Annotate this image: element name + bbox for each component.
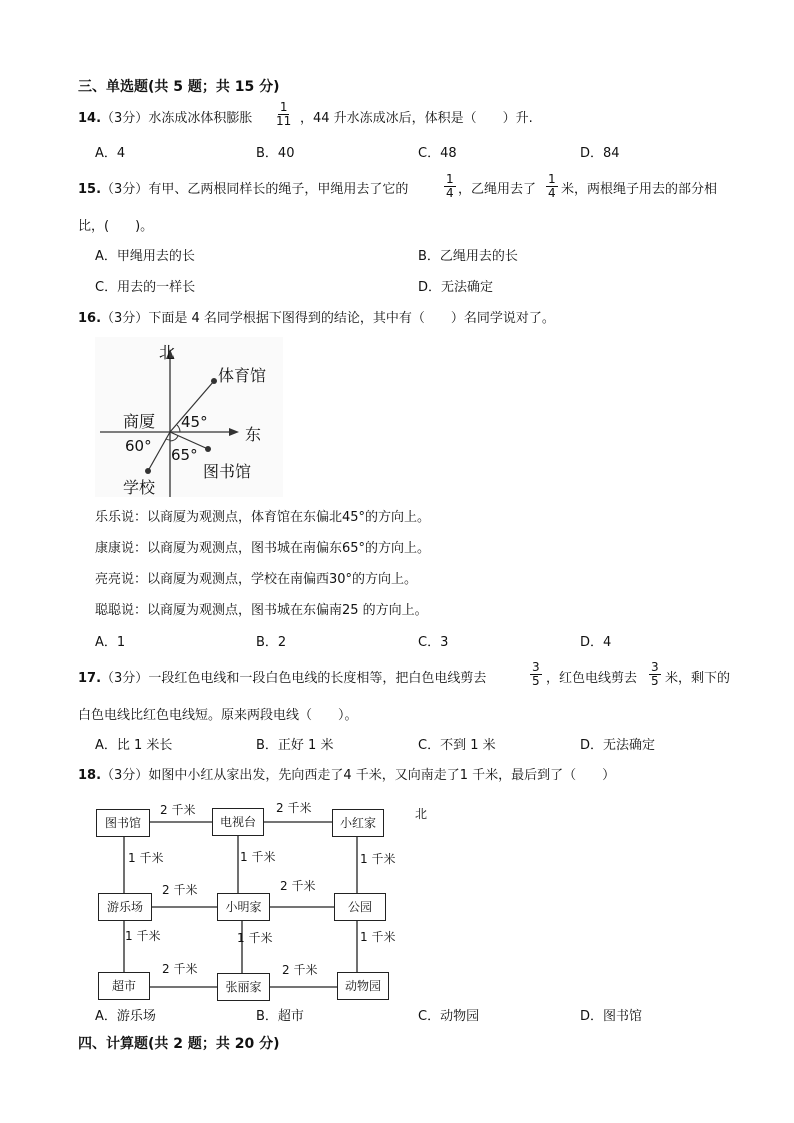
question-text: 水冻成冰体积膨胀 <box>148 111 253 126</box>
question-text: 一段红色电线和一段白色电线的长度相等，把白色电线剪去 <box>148 671 487 686</box>
question-text: 白色电线比红色电线短。原来两段电线（ ）。 <box>78 708 358 723</box>
question-score: （3分） <box>101 111 149 126</box>
fraction: $\frac{3}{5}$ <box>532 660 540 688</box>
distance-label: 2 千米 <box>162 883 198 897</box>
section-title: 四、计算题(共 2 题；共 20 分) <box>78 1036 280 1052</box>
place-box: 小红家 <box>332 809 384 837</box>
direction-diagram <box>95 337 283 497</box>
place-box: 图书馆 <box>96 809 150 837</box>
place-box: 张丽家 <box>217 973 270 1001</box>
option-c[interactable]: C．48 <box>418 146 457 161</box>
option-b[interactable]: B．2 <box>256 635 287 650</box>
fraction: $\frac{1}{4}$ <box>446 172 454 200</box>
school-label: 学校 <box>123 478 156 497</box>
question-text: 比，( )。 <box>78 219 154 234</box>
angle-label: 65° <box>171 446 198 464</box>
question-score: （3分） <box>101 182 149 197</box>
place-box: 公园 <box>334 893 386 921</box>
option-d[interactable]: D．无法确定 <box>580 738 656 753</box>
question-number: 18. <box>78 768 102 783</box>
distance-label: 1 千米 <box>128 851 164 865</box>
distance-label: 2 千米 <box>160 803 196 817</box>
route-map <box>90 797 428 1002</box>
north-label: 北 <box>159 343 176 362</box>
option-b[interactable]: B．正好 1 米 <box>256 738 334 753</box>
fraction: $\frac{3}{5}$ <box>651 660 659 688</box>
center-label: 商厦 <box>123 412 156 431</box>
question-text: 米，剩下的 <box>665 671 731 686</box>
option-d[interactable]: D．4 <box>580 635 612 650</box>
place-box: 超市 <box>98 972 150 1000</box>
distance-label: 1 千米 <box>360 930 396 944</box>
distance-label: 2 千米 <box>162 962 198 976</box>
option-b[interactable]: B．乙绳用去的长 <box>418 249 518 264</box>
section-title: 三、单选题(共 5 题；共 15 分) <box>78 79 280 95</box>
distance-label: 1 千米 <box>237 931 273 945</box>
question-text: 下面是 4 名同学根据下图得到的结论，其中有（ ）名同学说对了。 <box>148 311 555 326</box>
question-text: ，44 升水冻成冰后，体积是（ ）升. <box>300 111 533 126</box>
statement: 乐乐说：以商厦为观测点，体育馆在东偏北45°的方向上。 <box>95 510 431 525</box>
distance-label: 1 千米 <box>125 929 161 943</box>
option-b[interactable]: B．40 <box>256 146 295 161</box>
option-a[interactable]: A．甲绳用去的长 <box>95 249 195 264</box>
question-number: 16. <box>78 311 102 326</box>
option-c[interactable]: C．用去的一样长 <box>95 280 196 295</box>
distance-label: 2 千米 <box>282 963 318 977</box>
option-a[interactable]: A．游乐场 <box>95 1009 156 1024</box>
distance-label: 2 千米 <box>280 879 316 893</box>
library-label: 图书馆 <box>203 462 252 481</box>
option-c[interactable]: C．不到 1 米 <box>418 738 496 753</box>
fraction: $\frac{1}{4}$ <box>548 172 556 200</box>
option-a[interactable]: A．4 <box>95 146 126 161</box>
place-box: 动物园 <box>337 972 389 1000</box>
fraction: $\frac{1}{11}$ <box>276 100 292 128</box>
question-number: 15. <box>78 182 102 197</box>
place-box: 电视台 <box>212 808 264 836</box>
place-box: 小明家 <box>217 893 270 921</box>
question-score: （3分） <box>101 671 149 686</box>
option-d[interactable]: D．84 <box>580 146 620 161</box>
option-b[interactable]: B．超市 <box>256 1009 304 1024</box>
statement: 亮亮说：以商厦为观测点，学校在南偏西30°的方向上。 <box>95 572 418 587</box>
question-number: 14. <box>78 111 102 126</box>
statement: 聪聪说：以商厦为观测点，图书城在东偏南25 的方向上。 <box>95 603 428 618</box>
option-a[interactable]: A．1 <box>95 635 126 650</box>
question-text: 有甲、乙两根同样长的绳子，甲绳用去了它的 <box>148 182 409 197</box>
distance-label: 1 千米 <box>240 850 276 864</box>
option-a[interactable]: A．比 1 米长 <box>95 738 173 753</box>
option-c[interactable]: C．动物园 <box>418 1009 480 1024</box>
angle-label: 45° <box>181 413 208 431</box>
question-text: 如图中小红从家出发，先向西走了4 千米，又向南走了1 千米，最后到了（ ） <box>148 768 616 783</box>
place-box: 游乐场 <box>98 893 152 921</box>
question-text: 米，两根绳子用去的部分相 <box>561 182 718 197</box>
distance-label: 1 千米 <box>360 852 396 866</box>
question-text: ，红色电线剪去 <box>546 671 638 686</box>
question-score: （3分） <box>101 311 149 326</box>
distance-label: 2 千米 <box>276 801 312 815</box>
question-score: （3分） <box>101 768 149 783</box>
angle-label: 60° <box>125 437 152 455</box>
gym-label: 体育馆 <box>218 366 267 385</box>
option-c[interactable]: C．3 <box>418 635 449 650</box>
north-label: 北 <box>415 807 428 821</box>
question-text: ，乙绳用去了 <box>458 182 537 197</box>
east-label: 东 <box>245 425 262 444</box>
option-d[interactable]: D．图书馆 <box>580 1009 643 1024</box>
question-number: 17. <box>78 671 102 686</box>
option-d[interactable]: D．无法确定 <box>418 280 494 295</box>
statement: 康康说：以商厦为观测点，图书城在南偏东65°的方向上。 <box>95 541 431 556</box>
